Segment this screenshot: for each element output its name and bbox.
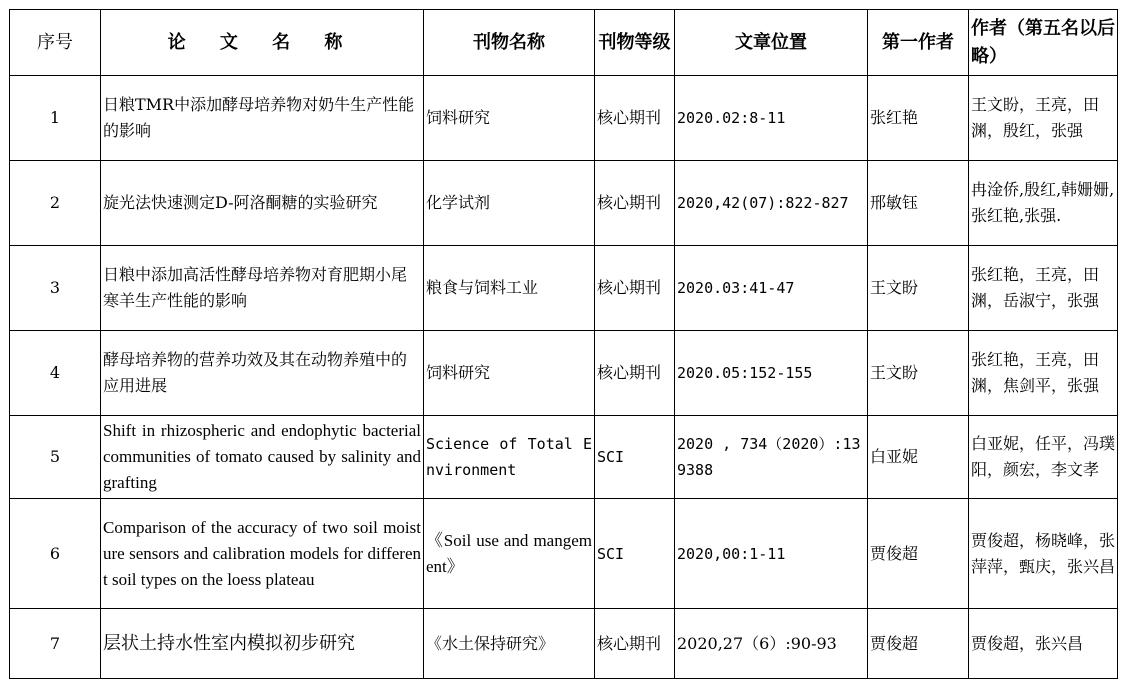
row-level: SCI bbox=[595, 416, 675, 499]
row-first-author: 王文盼 bbox=[868, 246, 969, 331]
row-authors: 张红艳，王亮，田渊，焦剑平，张强 bbox=[969, 331, 1118, 416]
row-title: Shift in rhizospheric and endophytic bacterial communities of tomato caused by salinity and grafting bbox=[101, 416, 424, 499]
row-title: 日粮TMR中添加酵母培养物对奶牛生产性能的影响 bbox=[101, 76, 424, 161]
row-level: 核心期刊 bbox=[595, 76, 675, 161]
table-row bbox=[10, 499, 1118, 609]
row-no: 6 bbox=[10, 499, 101, 609]
row-position: 2020.03:41-47 bbox=[675, 246, 868, 331]
row-position: 2020.02:8-11 bbox=[675, 76, 868, 161]
row-position: 2020.05:152-155 bbox=[675, 331, 868, 416]
header-journal: 刊物名称 bbox=[424, 10, 595, 76]
row-level: 核心期刊 bbox=[595, 331, 675, 416]
header-level: 刊物等级 bbox=[595, 10, 675, 76]
row-first-author: 白亚妮 bbox=[868, 416, 969, 499]
header-row bbox=[10, 10, 1118, 76]
row-journal: 饲料研究 bbox=[424, 76, 595, 161]
row-title: 酵母培养物的营养功效及其在动物养殖中的应用进展 bbox=[101, 331, 424, 416]
row-authors: 贾俊超，张兴昌 bbox=[969, 609, 1118, 679]
row-journal: 化学试剂 bbox=[424, 161, 595, 246]
row-authors: 张红艳，王亮，田渊，岳淑宁，张强 bbox=[969, 246, 1118, 331]
header-first-author: 第一作者 bbox=[868, 10, 969, 76]
row-level: 核心期刊 bbox=[595, 246, 675, 331]
row-first-author: 贾俊超 bbox=[868, 499, 969, 609]
header-title: 论 文 名 称 bbox=[101, 10, 424, 76]
row-journal: 《水土保持研究》 bbox=[424, 609, 595, 679]
row-level: 核心期刊 bbox=[595, 161, 675, 246]
table-row bbox=[10, 76, 1118, 161]
row-authors: 王文盼，王亮，田渊，殷红，张强 bbox=[969, 76, 1118, 161]
header-position: 文章位置 bbox=[675, 10, 868, 76]
row-no: 3 bbox=[10, 246, 101, 331]
row-journal: 《Soil use and mangement》 bbox=[424, 499, 595, 609]
row-first-author: 张红艳 bbox=[868, 76, 969, 161]
row-authors: 贾俊超，杨晓峰，张萍萍，甄庆，张兴昌 bbox=[969, 499, 1118, 609]
row-no: 1 bbox=[10, 76, 101, 161]
row-journal: Science of Total Environment bbox=[424, 416, 595, 499]
row-first-author: 贾俊超 bbox=[868, 609, 969, 679]
row-level: 核心期刊 bbox=[595, 609, 675, 679]
row-no: 5 bbox=[10, 416, 101, 499]
row-no: 4 bbox=[10, 331, 101, 416]
table-row bbox=[10, 331, 1118, 416]
row-authors: 白亚妮，任平，冯璞阳，颜宏，李文孝 bbox=[969, 416, 1118, 499]
papers-table bbox=[9, 9, 1118, 679]
row-position: 2020,00:1-11 bbox=[675, 499, 868, 609]
table-row bbox=[10, 161, 1118, 246]
row-authors: 冉淦侨,殷红,韩姗姗,张红艳,张强. bbox=[969, 161, 1118, 246]
row-first-author: 邢敏钰 bbox=[868, 161, 969, 246]
header-authors: 作者（第五名以后略） bbox=[969, 10, 1118, 76]
table-row bbox=[10, 416, 1118, 499]
row-journal: 粮食与饲料工业 bbox=[424, 246, 595, 331]
row-position: 2020,42(07):822-827 bbox=[675, 161, 868, 246]
row-position: 2020,27（6）:90-93 bbox=[675, 609, 868, 679]
row-no: 7 bbox=[10, 609, 101, 679]
row-first-author: 王文盼 bbox=[868, 331, 969, 416]
row-no: 2 bbox=[10, 161, 101, 246]
row-title: 层状土持水性室内模拟初步研究 bbox=[101, 609, 424, 679]
row-title: 旋光法快速测定D-阿洛酮糖的实验研究 bbox=[101, 161, 424, 246]
row-position: 2020 , 734（2020）:139388 bbox=[675, 416, 868, 499]
header-no: 序号 bbox=[10, 10, 101, 76]
table-row bbox=[10, 609, 1118, 679]
row-journal: 饲料研究 bbox=[424, 331, 595, 416]
row-level: SCI bbox=[595, 499, 675, 609]
row-title: 日粮中添加高活性酵母培养物对育肥期小尾寒羊生产性能的影响 bbox=[101, 246, 424, 331]
table-row bbox=[10, 246, 1118, 331]
row-title: Comparison of the accuracy of two soil moisture sensors and calibration models for different soil types on the loess plateau bbox=[101, 499, 424, 609]
